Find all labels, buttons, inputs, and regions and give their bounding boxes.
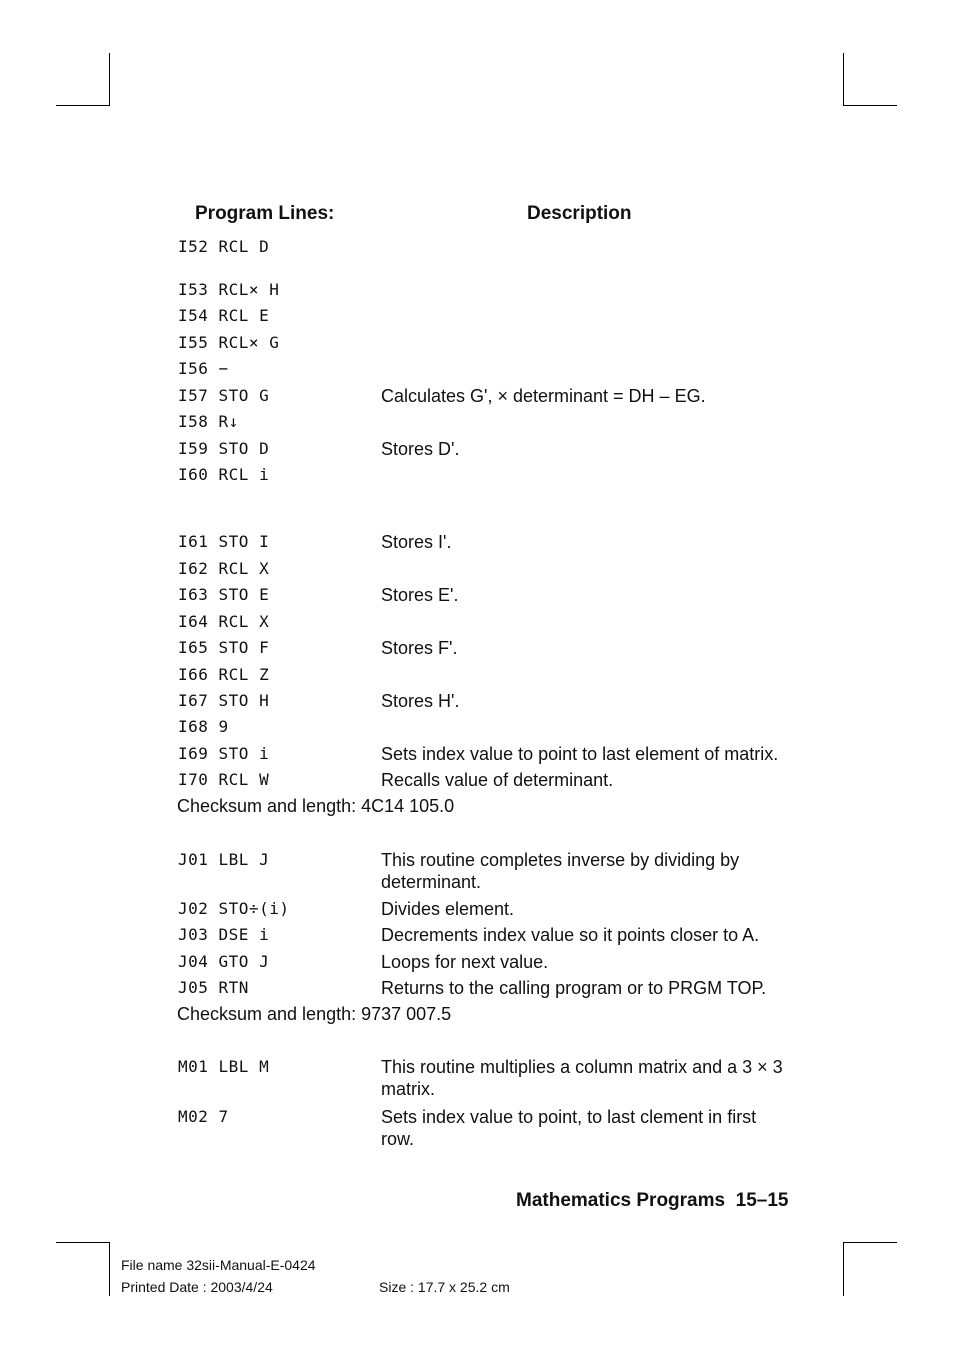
crop-mark-bottom-right-horizontal bbox=[843, 1242, 897, 1243]
program-line-description: This routine completes inverse by dividing by determinant. bbox=[381, 850, 740, 892]
program-line-code: I65 STO F bbox=[178, 638, 270, 657]
program-line-code: J05 RTN bbox=[178, 978, 249, 997]
program-line-description: Recalls value of determinant. bbox=[381, 770, 614, 790]
program-line-code: I68 9 bbox=[178, 717, 229, 736]
program-line-code: J02 STO÷(i) bbox=[178, 899, 290, 918]
file-name-label: File name 32sii-Manual-E-0424 bbox=[121, 1257, 316, 1273]
checksum-line: Checksum and length: 9737 007.5 bbox=[177, 1004, 452, 1024]
program-line-code: I56 − bbox=[178, 359, 229, 378]
crop-mark-top-right-vertical bbox=[843, 53, 844, 106]
program-line-code: I59 STO D bbox=[178, 439, 270, 458]
program-line-description: Sets index value to point, to last clement in first row. bbox=[381, 1107, 757, 1149]
program-line-description: Stores F'. bbox=[381, 638, 458, 658]
program-line-code: I52 RCL D bbox=[178, 237, 270, 256]
program-line-description: Divides element. bbox=[381, 899, 515, 919]
program-line-code: J04 GTO J bbox=[178, 952, 270, 971]
program-line-description: Stores D'. bbox=[381, 439, 460, 459]
program-line-code: I55 RCL× G bbox=[178, 333, 280, 352]
program-line-code: I69 STO i bbox=[178, 744, 270, 763]
program-line-code: M01 LBL M bbox=[178, 1057, 270, 1076]
program-line-code: I58 R↓ bbox=[178, 412, 239, 431]
program-lines-heading: Program Lines: bbox=[195, 203, 335, 224]
crop-mark-bottom-right-vertical bbox=[843, 1242, 844, 1296]
program-line-code: M02 7 bbox=[178, 1107, 229, 1126]
crop-mark-top-left-vertical bbox=[109, 53, 110, 106]
crop-mark-bottom-left-vertical bbox=[109, 1242, 110, 1296]
program-line-code: I57 STO G bbox=[178, 386, 270, 405]
program-line-code: I61 STO I bbox=[178, 532, 270, 551]
page-footer-title: Mathematics Programs 15–15 bbox=[516, 1190, 789, 1211]
program-line-code: J03 DSE i bbox=[178, 925, 270, 944]
program-line-code: I54 RCL E bbox=[178, 306, 270, 325]
program-line-description: Stores E'. bbox=[381, 585, 459, 605]
program-line-code: I53 RCL× H bbox=[178, 280, 280, 299]
printed-date-label: Printed Date : 2003/4/24 bbox=[121, 1279, 273, 1295]
program-line-description: This routine multiplies a column matrix and a 3 × 3 matrix. bbox=[381, 1057, 783, 1099]
program-line-description: Loops for next value. bbox=[381, 952, 549, 972]
crop-mark-top-right-horizontal bbox=[843, 105, 897, 106]
program-line-description: Stores I'. bbox=[381, 532, 452, 552]
program-line-code: I70 RCL W bbox=[178, 770, 270, 789]
program-line-code: I63 STO E bbox=[178, 585, 270, 604]
crop-mark-top-left-horizontal bbox=[56, 105, 110, 106]
program-line-description: Sets index value to point to last element of matrix. bbox=[381, 744, 779, 764]
page-size-label: Size : 17.7 x 25.2 cm bbox=[379, 1279, 510, 1295]
checksum-line: Checksum and length: 4C14 105.0 bbox=[177, 796, 455, 816]
program-line-code: I62 RCL X bbox=[178, 559, 270, 578]
description-heading: Description bbox=[527, 203, 632, 224]
program-line-code: I66 RCL Z bbox=[178, 665, 270, 684]
program-line-code: I67 STO H bbox=[178, 691, 270, 710]
program-line-description: Decrements index value so it points closer to A. bbox=[381, 925, 760, 945]
program-line-code: J01 LBL J bbox=[178, 850, 270, 869]
program-line-description: Calculates G', × determinant = DH – EG. bbox=[381, 386, 706, 406]
program-line-description: Returns to the calling program or to PRGM TOP. bbox=[381, 978, 767, 998]
crop-mark-bottom-left-horizontal bbox=[56, 1242, 110, 1243]
program-line-description: Stores H'. bbox=[381, 691, 460, 711]
program-line-code: I60 RCL i bbox=[178, 465, 270, 484]
program-line-code: I64 RCL X bbox=[178, 612, 270, 631]
